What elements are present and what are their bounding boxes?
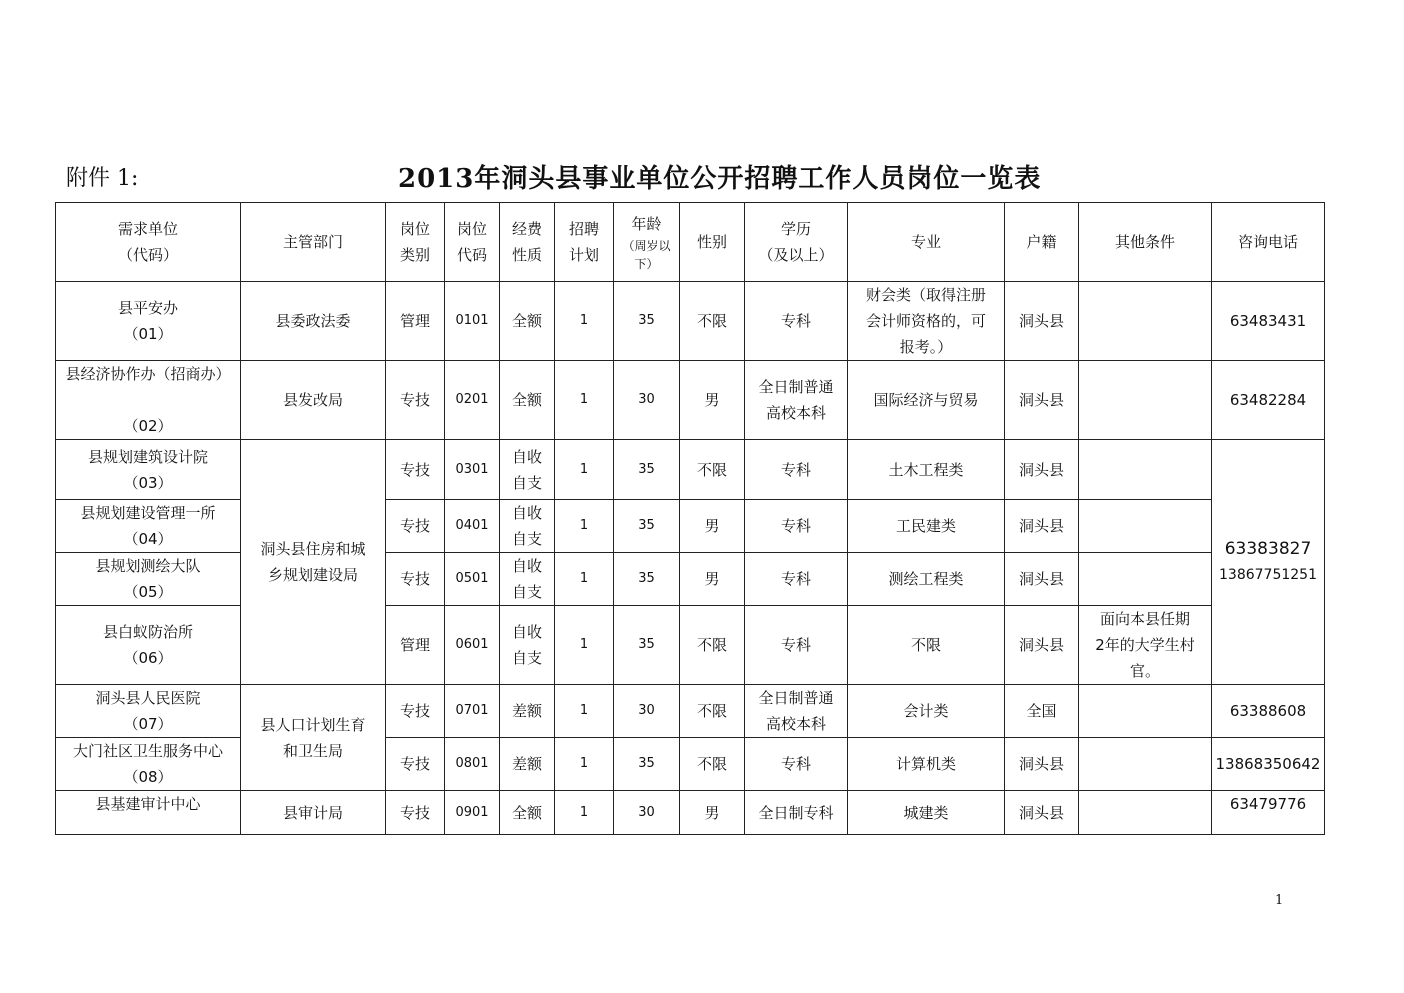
- table-row: [56, 791, 1325, 835]
- header-age: 年龄 （周岁以 下）: [614, 203, 680, 282]
- header-education: 学历 （及以上）: [745, 203, 848, 282]
- funding-cell: 差额: [500, 738, 555, 791]
- dept-cell: 县发改局: [241, 361, 386, 440]
- major-cell: 国际经济与贸易: [848, 361, 1005, 440]
- table-row: [56, 440, 1325, 500]
- funding-cell: 自收 自支: [500, 606, 555, 685]
- header-gender: 性别: [680, 203, 745, 282]
- code-cell: 0401: [445, 500, 500, 553]
- major-cell: 测绘工程类: [848, 553, 1005, 606]
- header-code: 岗位 代码: [445, 203, 500, 282]
- table-row: [56, 361, 1325, 440]
- other-cell: [1079, 685, 1212, 738]
- type-cell: 专技: [386, 685, 445, 738]
- type-cell: 专技: [386, 500, 445, 553]
- other-cell: [1079, 500, 1212, 553]
- major-cell: 城建类: [848, 791, 1005, 835]
- age-cell: 30: [614, 361, 680, 440]
- edu-cell: 专科: [745, 738, 848, 791]
- age-cell: 35: [614, 738, 680, 791]
- major-cell: 计算机类: [848, 738, 1005, 791]
- dept-cell: 县人口计划生育 和卫生局: [241, 685, 386, 791]
- gender-cell: 不限: [680, 282, 745, 361]
- funding-cell: 自收 自支: [500, 440, 555, 500]
- unit-cell: 县规划建设管理一所 （04）: [56, 500, 241, 553]
- code-cell: 0701: [445, 685, 500, 738]
- hukou-cell: 洞头县: [1005, 606, 1079, 685]
- page-number: 1: [1275, 893, 1284, 908]
- phone-cell: 63388608: [1212, 685, 1325, 738]
- plan-cell: 1: [555, 440, 614, 500]
- type-cell: 专技: [386, 440, 445, 500]
- plan-cell: 1: [555, 282, 614, 361]
- other-cell: [1079, 440, 1212, 500]
- header-dept: 主管部门: [241, 203, 386, 282]
- plan-cell: 1: [555, 685, 614, 738]
- code-cell: 0201: [445, 361, 500, 440]
- age-cell: 35: [614, 553, 680, 606]
- gender-cell: 不限: [680, 440, 745, 500]
- type-cell: 管理: [386, 606, 445, 685]
- dept-cell: 洞头县住房和城 乡规划建设局: [241, 440, 386, 685]
- age-cell: 35: [614, 440, 680, 500]
- table-header-row: [56, 203, 1325, 282]
- header-plan: 招聘 计划: [555, 203, 614, 282]
- unit-cell: 县规划建筑设计院 （03）: [56, 440, 241, 500]
- unit-cell: 洞头县人民医院 （07）: [56, 685, 241, 738]
- edu-cell: 全日制普通 高校本科: [745, 361, 848, 440]
- plan-cell: 1: [555, 500, 614, 553]
- edu-cell: 专科: [745, 282, 848, 361]
- other-cell: [1079, 282, 1212, 361]
- unit-cell: 县平安办 （01）: [56, 282, 241, 361]
- plan-cell: 1: [555, 553, 614, 606]
- gender-cell: 男: [680, 791, 745, 835]
- header-major: 专业: [848, 203, 1005, 282]
- phone-cell: 63383827 13867751251: [1212, 440, 1325, 685]
- gender-cell: 不限: [680, 606, 745, 685]
- edu-cell: 专科: [745, 440, 848, 500]
- plan-cell: 1: [555, 738, 614, 791]
- hukou-cell: 洞头县: [1005, 282, 1079, 361]
- funding-cell: 全额: [500, 791, 555, 835]
- hukou-cell: 洞头县: [1005, 791, 1079, 835]
- funding-cell: 全额: [500, 361, 555, 440]
- code-cell: 0301: [445, 440, 500, 500]
- other-cell: [1079, 791, 1212, 835]
- major-cell: 土木工程类: [848, 440, 1005, 500]
- unit-cell: 县经济协作办（招商办） （02）: [56, 361, 241, 440]
- other-cell: 面向本县任期 2年的大学生村 官。: [1079, 606, 1212, 685]
- gender-cell: 不限: [680, 738, 745, 791]
- hukou-cell: 洞头县: [1005, 553, 1079, 606]
- other-cell: [1079, 553, 1212, 606]
- dept-cell: 县审计局: [241, 791, 386, 835]
- phone-cell: 63482284: [1212, 361, 1325, 440]
- type-cell: 专技: [386, 553, 445, 606]
- header-funding: 经费 性质: [500, 203, 555, 282]
- hukou-cell: 洞头县: [1005, 500, 1079, 553]
- type-cell: 专技: [386, 791, 445, 835]
- age-cell: 35: [614, 606, 680, 685]
- age-cell: 30: [614, 791, 680, 835]
- table-row: [56, 685, 1325, 738]
- edu-cell: 专科: [745, 553, 848, 606]
- major-cell: 不限: [848, 606, 1005, 685]
- major-cell: 工民建类: [848, 500, 1005, 553]
- attachment-label: 附件 1:: [66, 166, 139, 191]
- hukou-cell: 洞头县: [1005, 440, 1079, 500]
- age-cell: 35: [614, 282, 680, 361]
- code-cell: 0901: [445, 791, 500, 835]
- edu-cell: 专科: [745, 500, 848, 553]
- unit-cell: 县白蚁防治所 （06）: [56, 606, 241, 685]
- age-cell: 35: [614, 500, 680, 553]
- header-hukou: 户籍: [1005, 203, 1079, 282]
- unit-cell: 县基建审计中心: [56, 791, 241, 835]
- gender-cell: 男: [680, 500, 745, 553]
- unit-cell: 县规划测绘大队 （05）: [56, 553, 241, 606]
- edu-cell: 全日制专科: [745, 791, 848, 835]
- header-phone: 咨询电话: [1212, 203, 1325, 282]
- code-cell: 0601: [445, 606, 500, 685]
- hukou-cell: 洞头县: [1005, 361, 1079, 440]
- edu-cell: 全日制普通 高校本科: [745, 685, 848, 738]
- unit-cell: 大门社区卫生服务中心 （08）: [56, 738, 241, 791]
- plan-cell: 1: [555, 791, 614, 835]
- phone-cell: 63479776: [1212, 791, 1325, 835]
- hukou-cell: 洞头县: [1005, 738, 1079, 791]
- funding-cell: 自收 自支: [500, 553, 555, 606]
- age-cell: 30: [614, 685, 680, 738]
- type-cell: 管理: [386, 282, 445, 361]
- funding-cell: 全额: [500, 282, 555, 361]
- gender-cell: 男: [680, 553, 745, 606]
- edu-cell: 专科: [745, 606, 848, 685]
- code-cell: 0801: [445, 738, 500, 791]
- major-cell: 会计类: [848, 685, 1005, 738]
- other-cell: [1079, 361, 1212, 440]
- code-cell: 0101: [445, 282, 500, 361]
- plan-cell: 1: [555, 361, 614, 440]
- funding-cell: 自收 自支: [500, 500, 555, 553]
- header-unit: 需求单位 （代码）: [56, 203, 241, 282]
- type-cell: 专技: [386, 738, 445, 791]
- funding-cell: 差额: [500, 685, 555, 738]
- code-cell: 0501: [445, 553, 500, 606]
- phone-cell: 13868350642: [1212, 738, 1325, 791]
- header-other: 其他条件: [1079, 203, 1212, 282]
- major-cell: 财会类（取得注册 会计师资格的，可 报考。）: [848, 282, 1005, 361]
- table-row: [56, 282, 1325, 361]
- gender-cell: 不限: [680, 685, 745, 738]
- phone-cell: 63483431: [1212, 282, 1325, 361]
- gender-cell: 男: [680, 361, 745, 440]
- other-cell: [1079, 738, 1212, 791]
- page-title: 2013年洞头县事业单位公开招聘工作人员岗位一览表: [398, 164, 1042, 194]
- hukou-cell: 全国: [1005, 685, 1079, 738]
- recruitment-table: [55, 202, 1325, 835]
- plan-cell: 1: [555, 606, 614, 685]
- header-type: 岗位 类别: [386, 203, 445, 282]
- dept-cell: 县委政法委: [241, 282, 386, 361]
- type-cell: 专技: [386, 361, 445, 440]
